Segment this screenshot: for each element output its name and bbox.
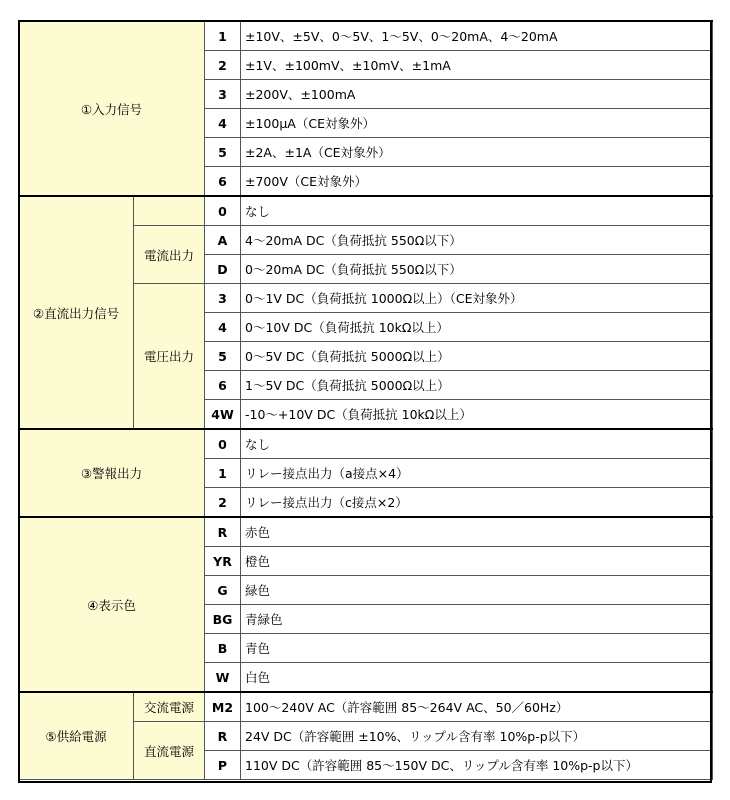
category-input-signal: ①入力信号	[19, 21, 205, 196]
desc-cell: 橙色	[241, 547, 713, 576]
code-cell: 2	[205, 51, 241, 80]
code-cell: 6	[205, 371, 241, 400]
desc-cell: ±2A、±1A（CE対象外）	[241, 138, 713, 167]
desc-cell: ±200V、±100mA	[241, 80, 713, 109]
desc-cell: 100～240V AC（許容範囲 85～264V AC、50／60Hz）	[241, 692, 713, 722]
desc-cell: なし	[241, 196, 713, 226]
desc-cell: ±100μA（CE対象外）	[241, 109, 713, 138]
code-cell: 5	[205, 342, 241, 371]
code-cell: A	[205, 226, 241, 255]
code-cell: BG	[205, 605, 241, 634]
desc-cell: 白色	[241, 663, 713, 693]
table-row	[19, 196, 713, 226]
table-row	[19, 21, 713, 51]
code-cell: P	[205, 751, 241, 780]
code-cell: B	[205, 634, 241, 663]
code-cell: YR	[205, 547, 241, 576]
subcategory-dc-power: 直流電源	[134, 722, 205, 780]
desc-cell: リレー接点出力（c接点×2）	[241, 488, 713, 518]
code-cell: R	[205, 517, 241, 547]
desc-cell: -10～+10V DC（負荷抵抗 10kΩ以上）	[241, 400, 713, 430]
code-cell: 3	[205, 284, 241, 313]
code-cell: 1	[205, 459, 241, 488]
code-cell: 6	[205, 167, 241, 197]
code-cell: 4W	[205, 400, 241, 430]
desc-cell: 24V DC（許容範囲 ±10%、リップル含有率 10%p-p以下）	[241, 722, 713, 751]
code-cell: 5	[205, 138, 241, 167]
desc-cell: ±10V、±5V、0～5V、1～5V、0～20mA、4～20mA	[241, 21, 713, 51]
category-power-supply: ⑤供給電源	[19, 692, 134, 780]
desc-cell: 0～5V DC（負荷抵抗 5000Ω以上）	[241, 342, 713, 371]
desc-cell: ±700V（CE対象外）	[241, 167, 713, 197]
category-dc-output: ②直流出力信号	[19, 196, 134, 429]
desc-cell: 青緑色	[241, 605, 713, 634]
desc-cell: 0～1V DC（負荷抵抗 1000Ω以上）（CE対象外）	[241, 284, 713, 313]
code-cell: D	[205, 255, 241, 284]
code-cell: W	[205, 663, 241, 693]
table-row	[19, 692, 713, 722]
table-row	[19, 517, 713, 547]
spec-table	[18, 20, 713, 780]
code-cell: 3	[205, 80, 241, 109]
desc-cell: 青色	[241, 634, 713, 663]
desc-cell: 1～5V DC（負荷抵抗 5000Ω以上）	[241, 371, 713, 400]
desc-cell: なし	[241, 429, 713, 459]
desc-cell: リレー接点出力（a接点×4）	[241, 459, 713, 488]
code-cell: 0	[205, 429, 241, 459]
desc-cell: 110V DC（許容範囲 85～150V DC、リップル含有率 10%p-p以下）	[241, 751, 713, 780]
category-alarm-output: ③警報出力	[19, 429, 205, 517]
code-cell: G	[205, 576, 241, 605]
code-cell: 0	[205, 196, 241, 226]
code-cell: M2	[205, 692, 241, 722]
code-cell: 4	[205, 109, 241, 138]
category-display-color: ④表示色	[19, 517, 205, 692]
desc-cell: 0～20mA DC（負荷抵抗 550Ω以下）	[241, 255, 713, 284]
code-cell: R	[205, 722, 241, 751]
code-cell: 1	[205, 21, 241, 51]
desc-cell: 赤色	[241, 517, 713, 547]
desc-cell: ±1V、±100mV、±10mV、±1mA	[241, 51, 713, 80]
subcategory-blank	[134, 196, 205, 226]
code-cell: 2	[205, 488, 241, 518]
subcategory-ac-power: 交流電源	[134, 692, 205, 722]
table-row	[19, 429, 713, 459]
desc-cell: 4～20mA DC（負荷抵抗 550Ω以下）	[241, 226, 713, 255]
subcategory-current-output: 電流出力	[134, 226, 205, 284]
desc-cell: 0～10V DC（負荷抵抗 10kΩ以上）	[241, 313, 713, 342]
subcategory-voltage-output: 電圧出力	[134, 284, 205, 430]
desc-cell: 緑色	[241, 576, 713, 605]
code-cell: 4	[205, 313, 241, 342]
